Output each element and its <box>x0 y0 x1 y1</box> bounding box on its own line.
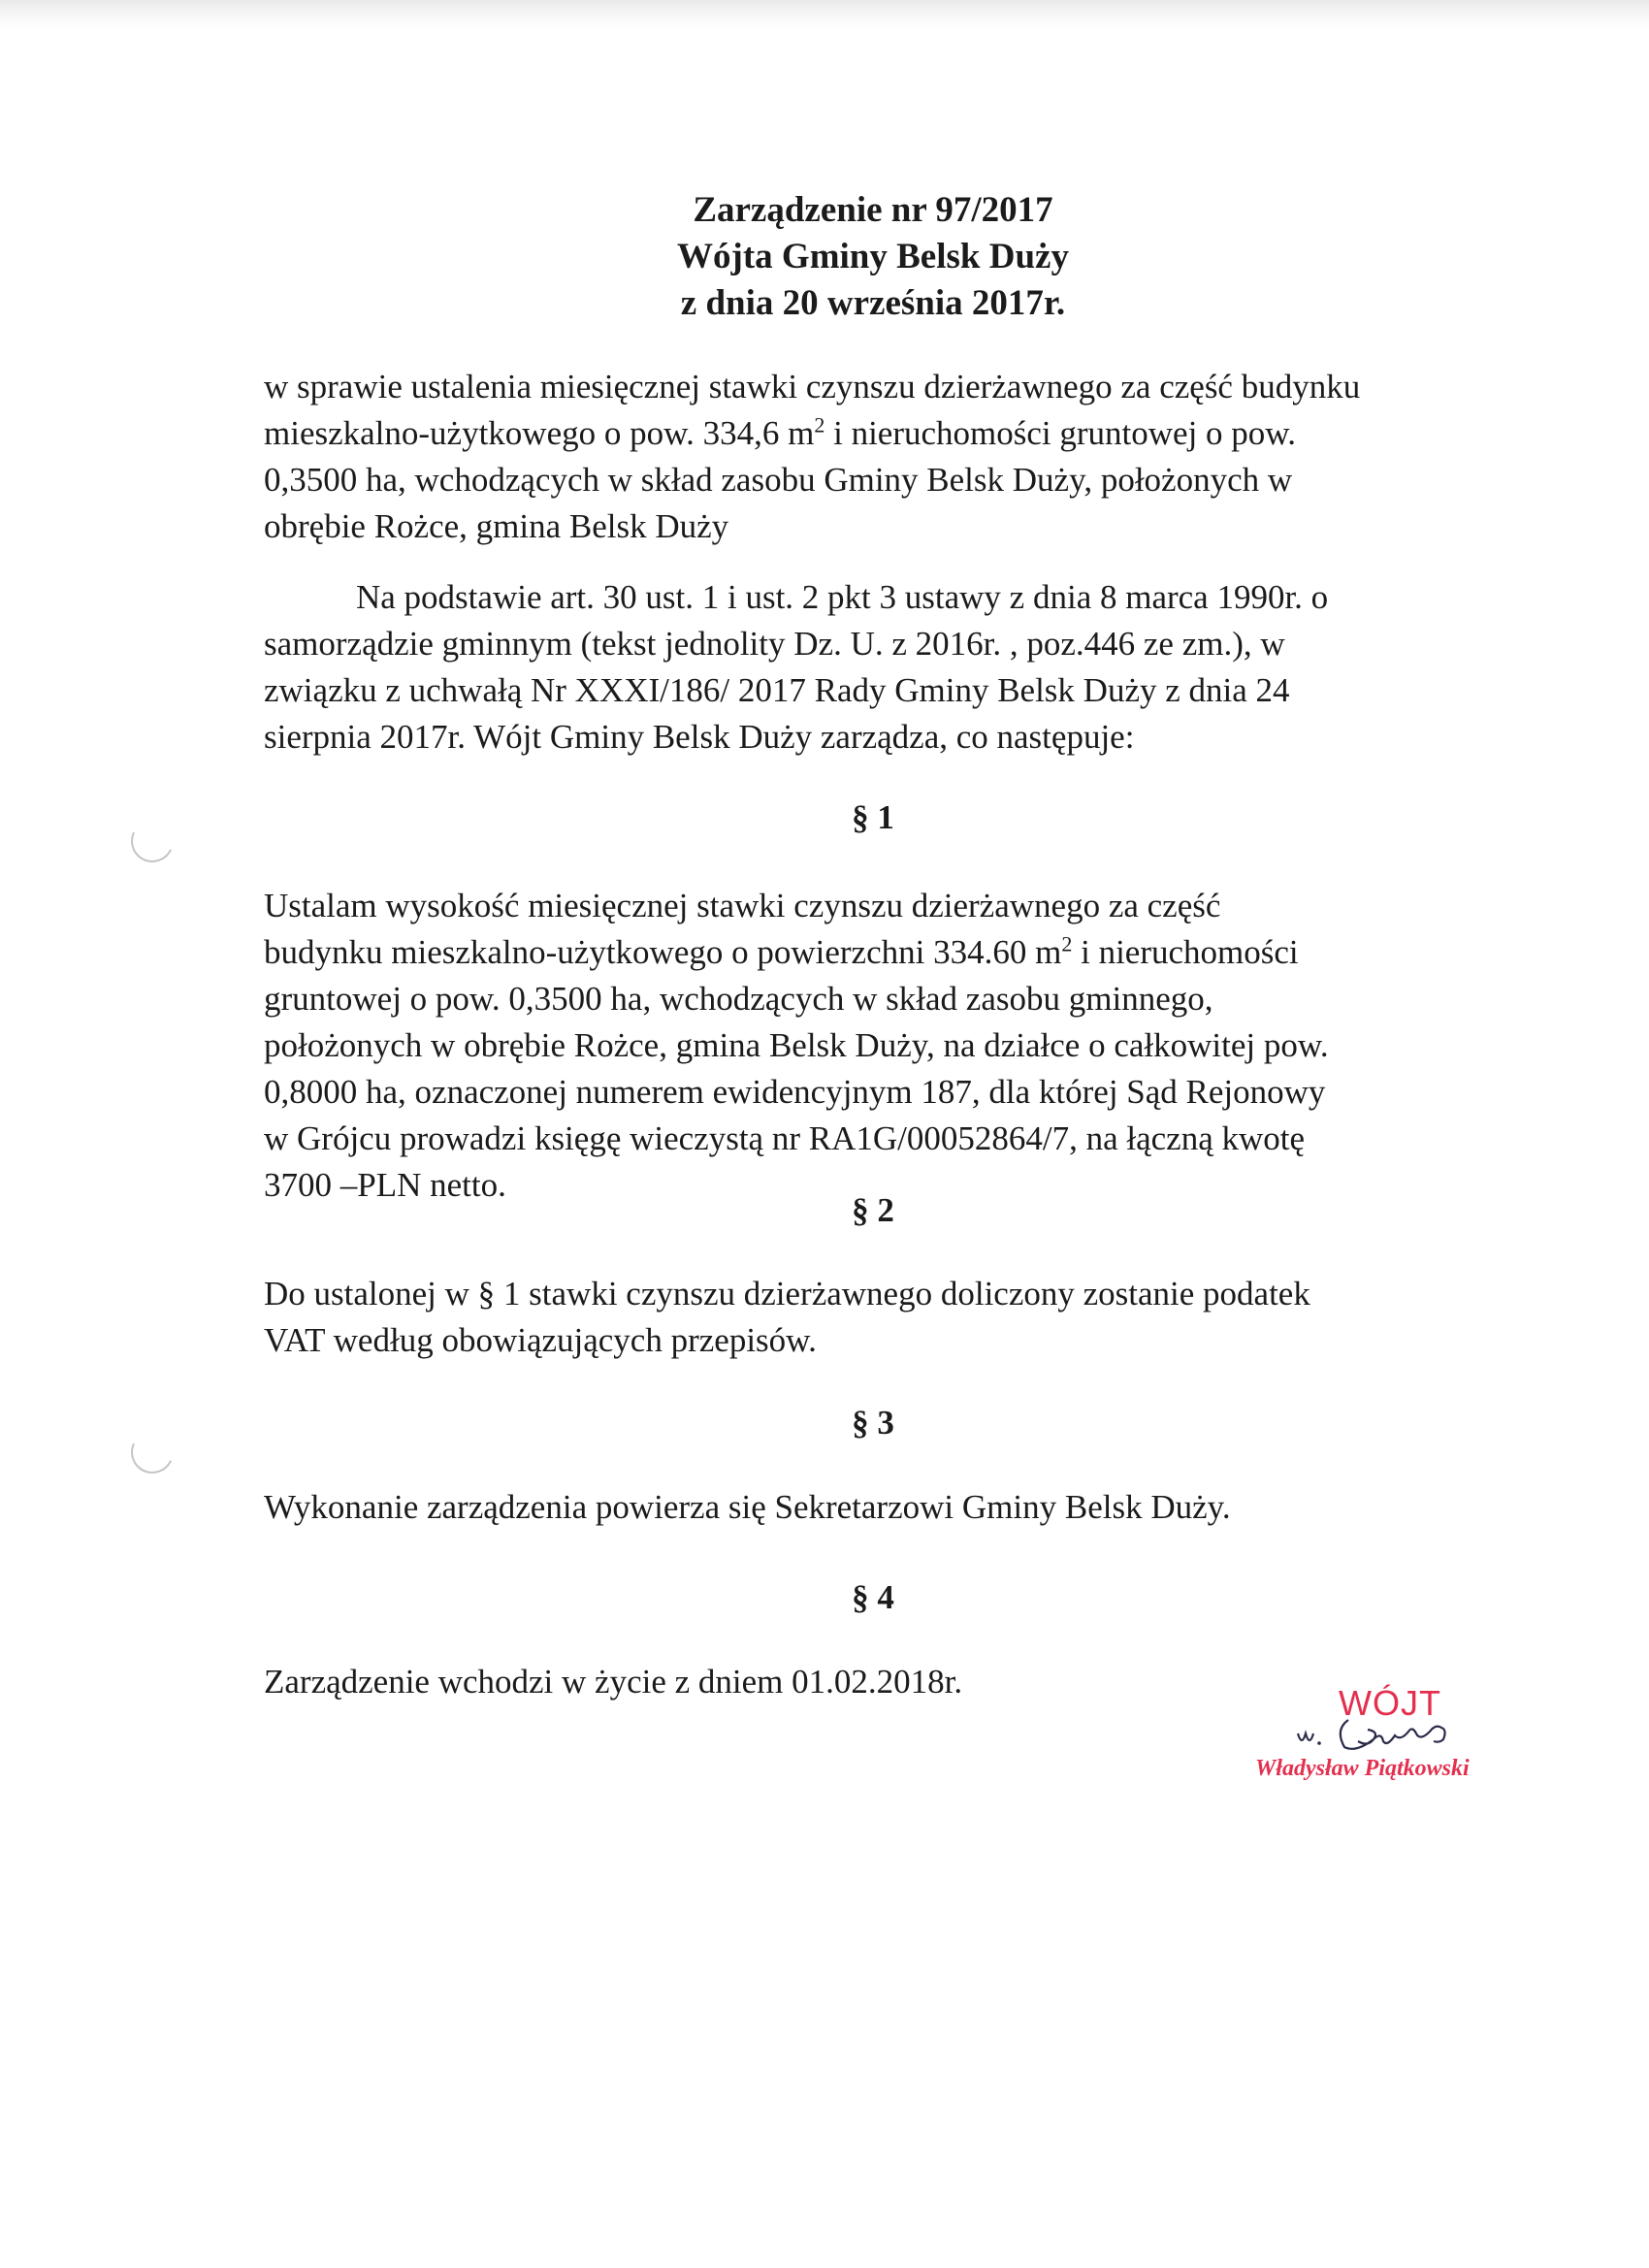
superscript: 2 <box>814 412 825 437</box>
section-text: i nieruchomości <box>1072 933 1299 971</box>
basis-line: sierpnia 2017r. Wójt Gminy Belsk Duży zarządza, co następuje: <box>264 718 1135 756</box>
subject-text: i nieruchomości gruntowej o pow. <box>824 414 1297 452</box>
section-line: Zarządzenie wchodzi w życie z dniem 01.02.2018r. <box>264 1663 963 1701</box>
section-text: budynku mieszkalno-użytkowego o powierzchni 334.60 m <box>264 933 1062 971</box>
section-heading-1: § 1 <box>852 798 894 836</box>
section-line <box>264 929 1486 976</box>
section-heading-3: § 3 <box>852 1404 894 1442</box>
section-line: Do ustalonej w § 1 stawki czynszu dzierżawnego doliczony zostanie podatek <box>264 1275 1310 1312</box>
legal-basis-paragraph <box>264 574 1486 761</box>
section-body-1 <box>264 883 1486 1209</box>
document-date: z dnia 20 września 2017r. <box>680 283 1066 323</box>
stamp-name: Władysław Piątkowski <box>1255 1756 1470 1781</box>
section-line: w Grójcu prowadzi księgę wieczystą nr RA1G/00052864/7, na łączną kwotę <box>264 1119 1306 1157</box>
document-issuer: Wójta Gminy Belsk Duży <box>677 237 1069 276</box>
basis-line: samorządzie gminnym (tekst jednolity Dz. U. z 2016r. , poz.446 ze zm.), w <box>264 625 1285 663</box>
scan-edge-shadow <box>0 0 1649 29</box>
section-line: Wykonanie zarządzenia powierza się Sekretarzowi Gminy Belsk Duży. <box>264 1488 1231 1526</box>
section-body-3 <box>264 1484 1486 1531</box>
subject-line: obrębie Rożce, gmina Belsk Duży <box>264 507 729 545</box>
signature-stamp <box>1251 1683 1542 1790</box>
subject-line: 0,3500 ha, wchodzących w skład zasobu Gminy Belsk Duży, położonych w <box>264 461 1293 499</box>
stamp-title: WÓJT <box>1339 1683 1441 1723</box>
section-line: Ustalam wysokość miesięcznej stawki czynszu dzierżawnego za część <box>264 887 1221 924</box>
document-title: Zarządzenie nr 97/2017 <box>693 190 1053 230</box>
superscript: 2 <box>1061 931 1073 956</box>
subject-paragraph <box>264 364 1486 550</box>
section-heading-4: § 4 <box>852 1578 894 1616</box>
basis-line: związku z uchwałą Nr XXXI/186/ 2017 Rady Gminy Belsk Duży z dnia 24 <box>264 671 1290 709</box>
section-line: gruntowej o pow. 0,3500 ha, wchodzących w skład zasobu gminnego, <box>264 980 1213 1018</box>
section-line: VAT według obowiązujących przepisów. <box>264 1321 817 1359</box>
subject-line: w sprawie ustalenia miesięcznej stawki czynszu dzierżawnego za część budynku <box>264 368 1361 405</box>
section-heading-2: § 2 <box>852 1191 894 1229</box>
subject-line <box>264 410 1486 457</box>
section-line: 3700 –PLN netto. <box>264 1166 506 1204</box>
basis-line: Na podstawie art. 30 ust. 1 i ust. 2 pkt 3 ustawy z dnia 8 marca 1990r. o <box>356 578 1329 616</box>
subject-text: mieszkalno-użytkowego o pow. 334,6 m <box>264 414 815 452</box>
section-body-2 <box>264 1271 1486 1364</box>
document-header <box>0 187 1649 327</box>
section-line: położonych w obrębie Rożce, gmina Belsk Duży, na działce o całkowitej pow. <box>264 1026 1329 1064</box>
section-line: 0,8000 ha, oznaczonej numerem ewidencyjnym 187, dla której Sąd Rejonowy <box>264 1073 1326 1111</box>
